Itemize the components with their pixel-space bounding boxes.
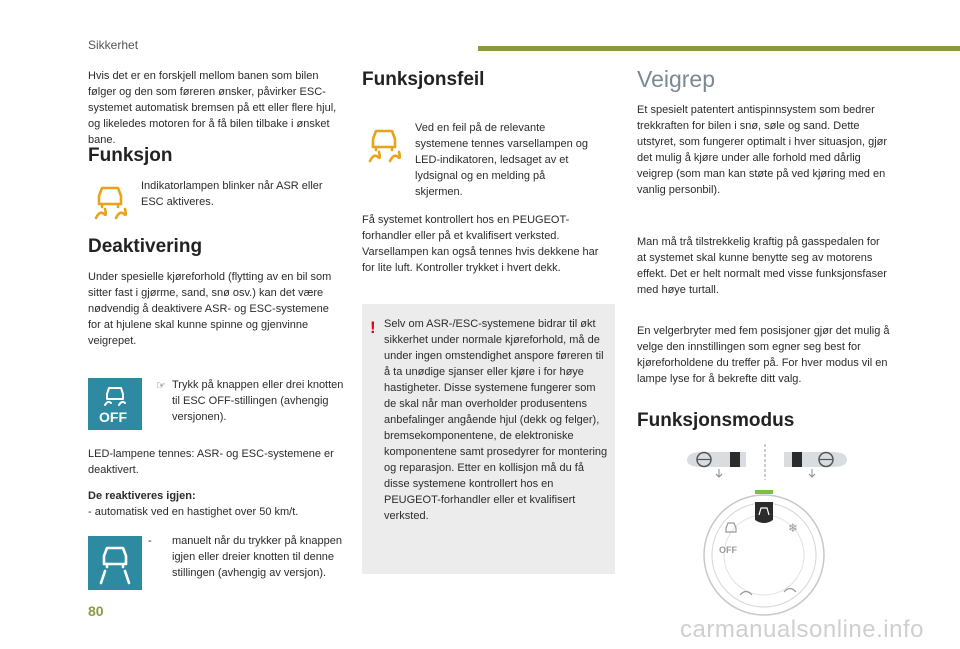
dash-bullet: -	[148, 535, 152, 547]
funksjonsfeil-heading: Funksjonsfeil	[362, 69, 485, 90]
section-label: Sikkerhet	[88, 38, 139, 52]
funksjon-heading: Funksjon	[88, 145, 173, 166]
watermark: carmanualsonline.info	[680, 616, 924, 643]
esc-fault-icon	[366, 125, 402, 163]
deaktivering-heading: Deaktivering	[88, 236, 203, 257]
knob-off-label: OFF	[719, 545, 737, 555]
reaktiveres-heading: De reaktiveres igjen:	[88, 490, 196, 502]
intro-paragraph: Hvis det er en forskjell mellom banen som bilen følger og den som føreren ønsker, påvirker ESC-systemet automatisk bremsen på ett eller flere hjul, og likeledes motoren for å få bilen tilbake i ønsket bane.	[88, 70, 337, 146]
veigrep-heading: Veigrep	[637, 66, 716, 92]
header-accent-bar	[478, 46, 960, 51]
esc-on-button-icon	[88, 536, 142, 590]
warning-text: Selv om ASR-/ESC-systemene bidrar til økt sikkerhet under normale kjøreforhold, må de under ingen omstendighet anspore føreren til å ta unødige sjanser eller kjøre i for høye hastigheter. Disse systemene fungerer som de skal når man overholder produsentens anbefalinger angående hjul (dekk og felger), bremsekomponentene, de elektroniske komponentene samt prosedyrer for montering og reparasjon. Etter en kollisjon må du få disse systemene kontrollert hos en PEUGEOT-forhandler eller et kvalifisert verksted.	[384, 318, 608, 522]
funksjon-text: Indikatorlampen blinker når ASR eller ESC aktiveres.	[141, 180, 323, 208]
funksjonsfeil-text: Ved en feil på de relevante systemene tennes varsellampen og LED-indikatoren, ledsaget av et lydsignal og en melding på skjermen.	[415, 122, 589, 198]
svg-text:❄: ❄	[788, 521, 799, 535]
warning-exclamation-icon: !	[370, 318, 376, 337]
page-number: 80	[88, 603, 104, 619]
veigrep-paragraph-1: Et spesielt patentert antispinnsystem som bedrer trekkraften for bilen i snø, søle og sand. Dette utstyret, som fungerer optimalt i hver situasjon, gjør det mulig å kjøre under alle forhold med dårlig veigrep (som man kan støte på ved kjøring med en vanlig personbil).	[637, 104, 888, 196]
steering-wheel-left-icon	[687, 452, 746, 477]
arrow-bullet-icon: ☞	[156, 380, 166, 392]
deaktivering-text: Under spesielle kjøreforhold (flytting av en bil som sitter fast i gjørme, sand, snø osv.) kan det være nødvendig å deaktivere ASR- og ESC-systemene for at hjulene skal kunne spinne og gjenvinne veigrepet.	[88, 271, 332, 347]
veigrep-paragraph-3: En velgerbryter med fem posisjoner gjør det mulig å velge den innstillingen som egner seg best for kjøreforholdene du treffer på. For hver modus vil en lampe lyse for å bekrefte ditt valg.	[637, 325, 890, 385]
reaktiveres-auto: - automatisk ved en hastighet over 50 km/t.	[88, 506, 299, 518]
funksjonsmodus-heading: Funksjonsmodus	[637, 410, 795, 431]
press-instruction: Trykk på knappen eller drei knotten til ESC OFF-stillingen (avhengig versjonen).	[172, 379, 344, 423]
esc-off-button-icon	[88, 378, 142, 430]
steering-wheel-right-icon	[784, 452, 847, 477]
kontroll-text: Få systemet kontrollert hos en PEUGEOT-forhandler eller på et kvalifisert verksted. Varsellampen kan også tennes hvis dekkene har for lite luft. Kontroller trykket i hvert dekk.	[362, 214, 599, 274]
esc-warning-icon	[92, 182, 128, 220]
led-text: LED-lampene tennes: ASR- og ESC-systemene er deaktivert.	[88, 448, 334, 476]
mode-selector-illustration	[682, 440, 852, 621]
reaktiveres-manual: manuelt når du trykker på knappen igjen eller dreier knotten til denne stillingen (avhengig av versjon).	[172, 535, 342, 579]
veigrep-paragraph-2: Man må trå tilstrekkelig kraftig på gasspedalen for at systemet skal kunne benytte seg av motorens effekt. Det er helt normalt med visse funksjonsfaser med høye turtall.	[637, 236, 887, 296]
off-label: OFF	[99, 409, 127, 425]
